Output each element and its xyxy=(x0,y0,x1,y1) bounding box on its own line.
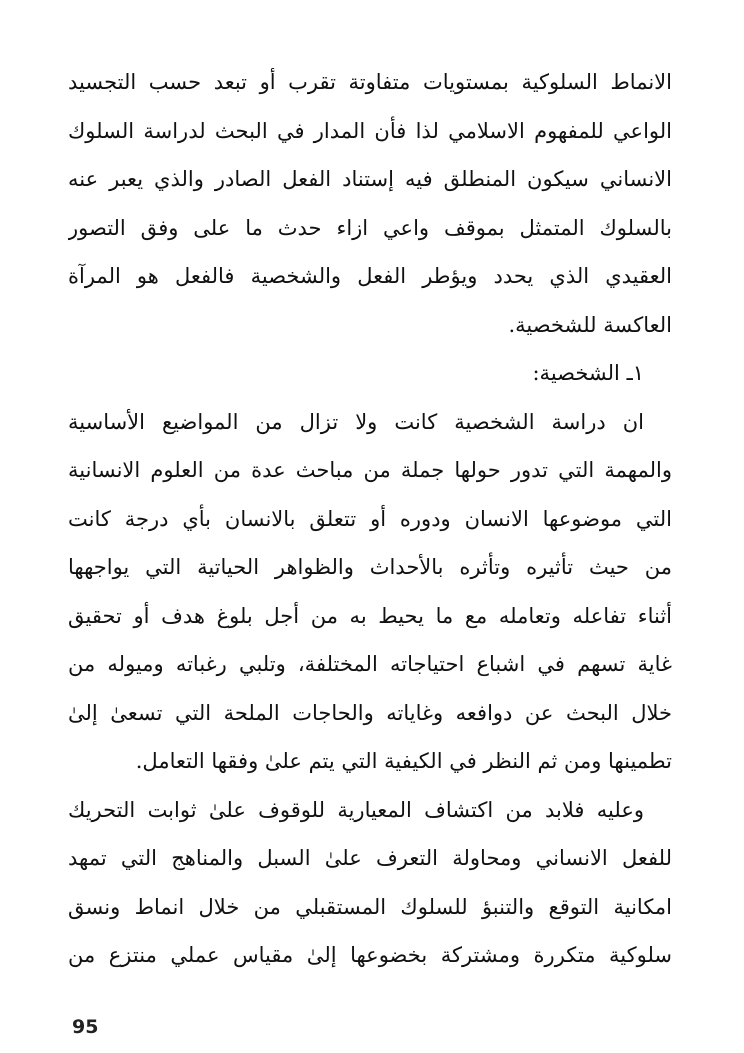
text-line: خلال البحث عن دوافعه وغاياته والحاجات الملحة التي تسعىٰ إلىٰ xyxy=(68,700,672,725)
text-line: العقيدي الذي يحدد ويؤطر الفعل والشخصية فالفعل هو المرآة xyxy=(68,264,672,288)
text-line: للفعل الانساني ومحاولة التعرف علىٰ السبل والمناهج التي تمهد xyxy=(68,846,672,870)
text-line: من حيث تأثيره وتأثره بالأحداث والظواهر الحياتية التي يواجهها xyxy=(68,555,672,579)
text-line: الانماط السلوكية بمستويات متفاوتة تقرب أو تبعد حسب التجسيد xyxy=(68,70,672,94)
page-number: 95 xyxy=(72,1016,99,1038)
text-line: العاكسة للشخصية. xyxy=(508,312,672,337)
section-heading: ١ـ الشخصية: xyxy=(532,361,644,385)
text-line: أثناء تفاعله وتعامله مع ما يحيط به من أجل بلوغ هدف أو تحقيق xyxy=(68,603,672,628)
text-line: ان دراسة الشخصية كانت ولا تزال من المواضيع الأساسية xyxy=(68,409,644,434)
text-line: تطمينها ومن ثم النظر في الكيفية التي يتم علىٰ وفقها التعامل. xyxy=(135,749,672,773)
text-line: وعليه فلابد من اكتشاف المعيارية للوقوف علىٰ ثوابت التحريك xyxy=(68,797,644,822)
text-line: والمهمة التي تدور حولها جملة من مباحث عدة من العلوم الانسانية xyxy=(68,458,672,482)
text-line: التي موضوعها الانسان ودوره أو تتعلق بالانسان بأي درجة كانت xyxy=(68,506,672,531)
text-line: امكانية التوقع والتنبؤ للسلوك المستقبلي من خلال انماط ونسق xyxy=(68,894,672,919)
text-line: الانساني سيكون المنطلق فيه إستناد الفعل الصادر والذي يعبر عنه xyxy=(68,167,672,191)
text-line: سلوكية متكررة ومشتركة بخضوعها إلىٰ مقياس عملي منتزع من xyxy=(68,943,672,967)
text-line: غاية تسهم في اشباع احتياجاته المختلفة، وتلبي رغباته وميوله من xyxy=(68,652,672,676)
text-line: الواعي للمفهوم الاسلامي لذا فأن المدار في البحث لدراسة السلوك xyxy=(68,118,672,143)
body-text xyxy=(68,58,672,980)
text-line: بالسلوك المتمثل بموقف واعي ازاء حدث ما على وفق التصور xyxy=(68,215,672,240)
